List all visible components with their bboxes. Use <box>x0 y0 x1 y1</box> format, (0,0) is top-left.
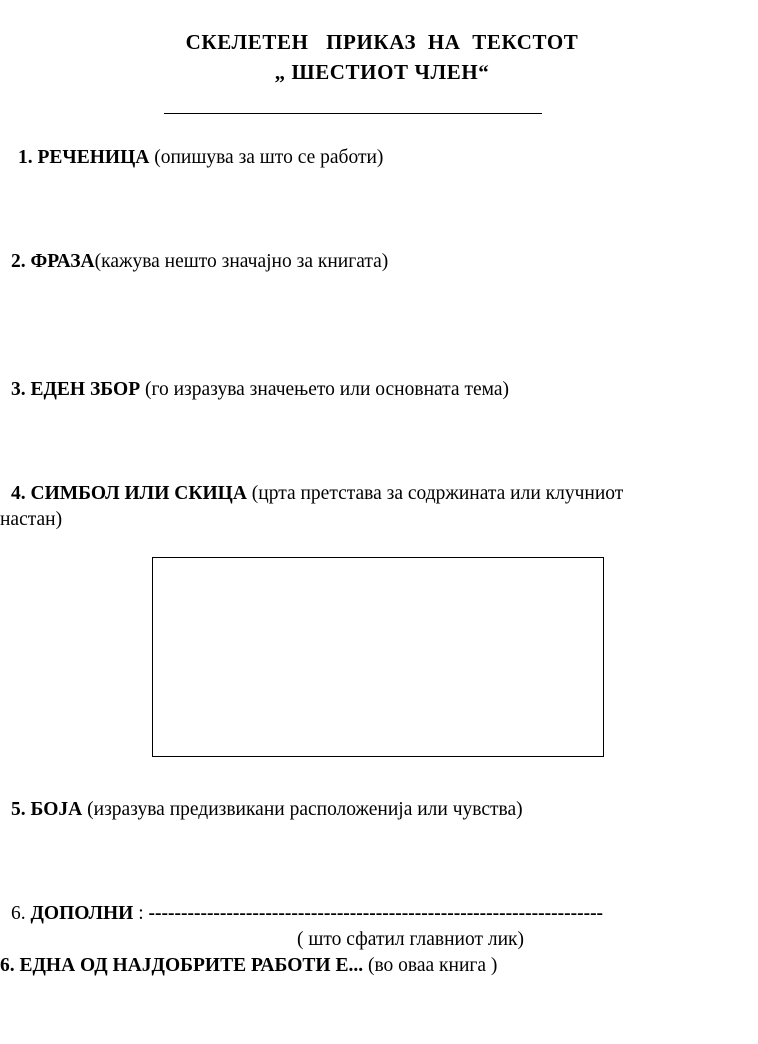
item-number: 6. <box>11 903 31 924</box>
item-hint: (опишува за што се работи) <box>149 147 384 168</box>
title-underline <box>164 113 542 114</box>
item-best-thing <box>0 953 497 979</box>
item-hint: (црта претстава за содржината или клучниот <box>246 483 624 504</box>
document-title: СКЕЛЕТЕН ПРИКАЗ НА ТЕКСТОТ <box>185 30 579 54</box>
item-hint: (го изразува значењето или основната тема) <box>140 379 509 400</box>
item-label: 4. СИМБОЛ ИЛИ СКИЦА <box>11 483 247 504</box>
sketch-drawing-box[interactable] <box>152 557 604 757</box>
fill-in-dashed-line: ---------------------------------------------------------------------- <box>148 903 604 924</box>
document-subtitle: „ ШЕСТИОТ ЧЛЕН“ <box>274 60 490 84</box>
item-hint: ( што сфатил главниот лик) <box>297 929 525 950</box>
item-sentence <box>18 145 383 171</box>
item-label: 3. ЕДЕН ЗБОР <box>11 379 141 400</box>
item-hint: (изразува предизвикани расположенија или чувства) <box>82 799 523 820</box>
item-label: ДОПОЛНИ <box>30 903 134 924</box>
item-symbol-or-sketch <box>11 481 623 507</box>
item-label: 5. БОЈА <box>11 799 83 820</box>
item-phrase <box>11 249 388 275</box>
item-hint: (во оваа книга ) <box>363 955 498 976</box>
item-one-word <box>11 377 509 403</box>
item-separator: : <box>133 903 149 924</box>
item-complete <box>11 901 603 927</box>
item-color <box>11 797 523 823</box>
item-hint-continuation: настан) <box>0 509 63 530</box>
item-label: 2. ФРАЗА <box>11 251 95 272</box>
item-hint: (кажува нешто значајно за книгата) <box>94 251 389 272</box>
item-label: 6. ЕДНА ОД НАЈДОБРИТЕ РАБОТИ Е... <box>0 955 364 976</box>
item-label: 1. РЕЧЕНИЦА <box>18 147 150 168</box>
